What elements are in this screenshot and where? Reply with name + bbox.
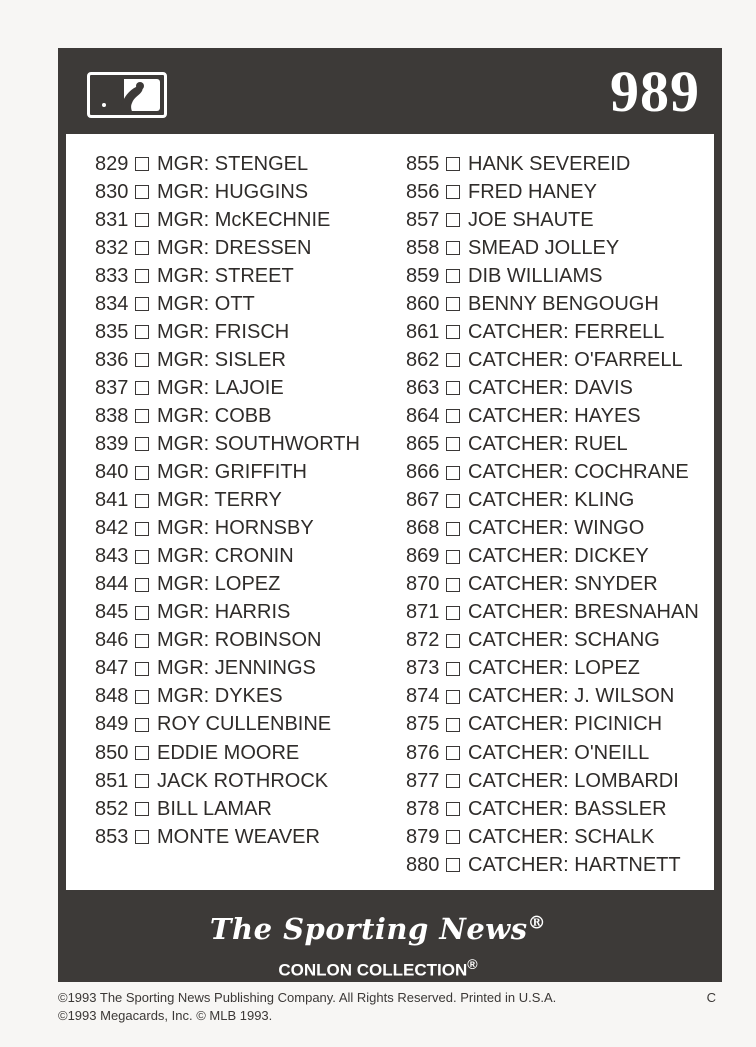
card-id: 833 — [95, 264, 129, 287]
checkbox-icon[interactable] — [446, 297, 460, 311]
card-id: 859 — [406, 264, 440, 287]
checklist-row — [95, 374, 360, 402]
checkbox-icon[interactable] — [446, 718, 460, 732]
card-id: 835 — [95, 320, 129, 343]
checkbox-icon[interactable] — [135, 830, 149, 844]
checkbox-icon[interactable] — [135, 466, 149, 480]
checklist-row — [95, 459, 360, 487]
card-id: 834 — [95, 292, 129, 315]
registered-mark: ® — [467, 956, 478, 972]
player-name: CATCHER: O'FARRELL — [468, 348, 683, 371]
card-id: 832 — [95, 236, 129, 259]
player-name: MGR: OTT — [157, 292, 255, 315]
card-id: 850 — [95, 741, 129, 764]
card-id: 867 — [406, 489, 440, 512]
checkbox-icon[interactable] — [135, 213, 149, 227]
collection-text: CONLON COLLECTION — [278, 960, 468, 980]
brand-text: The Sporting News — [209, 912, 528, 946]
checklist-row — [95, 290, 360, 318]
checklist-row — [95, 795, 360, 823]
checklist-row — [95, 739, 360, 767]
card-id: 844 — [95, 573, 129, 596]
card-id: 860 — [406, 292, 440, 315]
checklist-row — [95, 655, 360, 683]
checklist-row — [406, 627, 699, 655]
checkbox-icon[interactable] — [135, 381, 149, 395]
checklist-row — [406, 711, 699, 739]
checklist-row — [406, 683, 699, 711]
checklist-row — [406, 318, 699, 346]
checklist-row — [95, 402, 360, 430]
card-id: 876 — [406, 741, 440, 764]
checklist-row — [406, 290, 699, 318]
checklist-row — [95, 571, 360, 599]
player-name: HANK SEVEREID — [468, 152, 631, 175]
checkbox-icon[interactable] — [446, 325, 460, 339]
player-name: CATCHER: LOPEZ — [468, 657, 640, 680]
checklist-row — [406, 178, 699, 206]
card-id: 841 — [95, 489, 129, 512]
card-code: C — [706, 990, 716, 1005]
card-id: 829 — [95, 152, 129, 175]
card-id: 843 — [95, 545, 129, 568]
checkbox-icon[interactable] — [135, 550, 149, 564]
checkbox-icon[interactable] — [446, 578, 460, 592]
card-id: 880 — [406, 853, 440, 876]
checkbox-icon[interactable] — [135, 606, 149, 620]
player-name: CATCHER: RUEL — [468, 432, 628, 455]
player-name: CATCHER: HARTNETT — [468, 853, 681, 876]
checklist-row — [406, 795, 699, 823]
mlb-logo-icon — [87, 72, 167, 118]
player-name: MGR: HUGGINS — [157, 180, 309, 203]
card-number: 989 — [610, 59, 700, 124]
player-name: MGR: LOPEZ — [157, 573, 281, 596]
player-name: CATCHER: KLING — [468, 489, 635, 512]
player-name: MGR: LAJOIE — [157, 376, 284, 399]
checklist-row — [95, 515, 360, 543]
checkbox-icon[interactable] — [135, 325, 149, 339]
checklist-row — [406, 234, 699, 262]
card-id: 862 — [406, 348, 440, 371]
player-name: CATCHER: O'NEILL — [468, 741, 650, 764]
player-name: MONTE WEAVER — [157, 825, 320, 848]
player-name: CATCHER: FERRELL — [468, 320, 665, 343]
checkbox-icon[interactable] — [135, 437, 149, 451]
card-id: 866 — [406, 461, 440, 484]
player-name: CATCHER: SNYDER — [468, 573, 658, 596]
checkbox-icon[interactable] — [135, 157, 149, 171]
checklist-row — [406, 571, 699, 599]
card-id: 863 — [406, 376, 440, 399]
card-id: 851 — [95, 769, 129, 792]
checkbox-icon[interactable] — [135, 297, 149, 311]
checkbox-icon[interactable] — [135, 690, 149, 704]
card-id: 845 — [95, 601, 129, 624]
checkbox-icon[interactable] — [446, 213, 460, 227]
card-id: 848 — [95, 685, 129, 708]
checkbox-icon[interactable] — [446, 494, 460, 508]
card-id: 865 — [406, 432, 440, 455]
checkbox-icon[interactable] — [135, 802, 149, 816]
player-name: MGR: JENNINGS — [157, 657, 316, 680]
card-id: 861 — [406, 320, 440, 343]
checklist-right-column — [406, 150, 699, 879]
checklist-row — [95, 318, 360, 346]
checklist-row — [95, 711, 360, 739]
player-name: CATCHER: SCHALK — [468, 825, 655, 848]
player-name: MGR: TERRY — [157, 489, 282, 512]
card-id: 839 — [95, 432, 129, 455]
checkbox-icon[interactable] — [446, 802, 460, 816]
card-id: 837 — [95, 376, 129, 399]
player-name: CATCHER: COCHRANE — [468, 461, 689, 484]
checkbox-icon[interactable] — [446, 634, 460, 648]
card-id: 830 — [95, 180, 129, 203]
card-id: 868 — [406, 517, 440, 540]
card-id: 853 — [95, 825, 129, 848]
player-name: MGR: GRIFFITH — [157, 461, 307, 484]
player-name: MGR: STREET — [157, 264, 294, 287]
checklist-row — [406, 150, 699, 178]
player-name: CATCHER: DAVIS — [468, 376, 633, 399]
checklist-row — [95, 206, 360, 234]
checkbox-icon[interactable] — [446, 381, 460, 395]
checkbox-icon[interactable] — [135, 634, 149, 648]
copyright-line-2: ©1993 Megacards, Inc. © MLB 1993. — [58, 1008, 273, 1023]
player-name: CATCHER: PICINICH — [468, 713, 663, 736]
checklist-row — [406, 346, 699, 374]
card-id: 872 — [406, 629, 440, 652]
card-id: 875 — [406, 713, 440, 736]
player-name: MGR: CRONIN — [157, 545, 294, 568]
card-id: 847 — [95, 657, 129, 680]
checkbox-icon[interactable] — [446, 662, 460, 676]
checkbox-icon[interactable] — [446, 830, 460, 844]
checklist-row — [95, 627, 360, 655]
checklist-row — [95, 150, 360, 178]
checkbox-icon[interactable] — [135, 494, 149, 508]
checklist-row — [406, 487, 699, 515]
player-name: FRED HANEY — [468, 180, 597, 203]
checkbox-icon[interactable] — [446, 550, 460, 564]
player-name: CATCHER: LOMBARDI — [468, 769, 679, 792]
player-name: BILL LAMAR — [157, 797, 272, 820]
player-name: ROY CULLENBINE — [157, 713, 332, 736]
checklist-row — [406, 851, 699, 879]
card-id: 858 — [406, 236, 440, 259]
checklist-row — [95, 234, 360, 262]
checkbox-icon[interactable] — [446, 690, 460, 704]
checklist-row — [406, 262, 699, 290]
checkbox-icon[interactable] — [135, 353, 149, 367]
card-id: 871 — [406, 601, 440, 624]
player-name: CATCHER: BASSLER — [468, 797, 667, 820]
card-id: 874 — [406, 685, 440, 708]
player-name: MGR: SISLER — [157, 348, 286, 371]
checkbox-icon[interactable] — [446, 522, 460, 536]
checklist-row — [406, 206, 699, 234]
checkbox-icon[interactable] — [135, 241, 149, 255]
card-id: 856 — [406, 180, 440, 203]
player-name: CATCHER: HAYES — [468, 404, 641, 427]
registered-mark: ® — [527, 912, 547, 934]
checkbox-icon[interactable] — [446, 269, 460, 283]
player-name: MGR: DYKES — [157, 685, 283, 708]
player-name: JACK ROTHROCK — [157, 769, 329, 792]
card-id: 840 — [95, 461, 129, 484]
checkbox-icon[interactable] — [446, 353, 460, 367]
player-name: CATCHER: DICKEY — [468, 545, 649, 568]
card-id: 852 — [95, 797, 129, 820]
checklist-row — [406, 402, 699, 430]
card-id: 870 — [406, 573, 440, 596]
checkbox-icon[interactable] — [446, 185, 460, 199]
card-id: 864 — [406, 404, 440, 427]
sporting-news-logo — [0, 912, 756, 946]
checklist-row — [95, 599, 360, 627]
checkbox-icon[interactable] — [135, 409, 149, 423]
player-name: CATCHER: WINGO — [468, 517, 645, 540]
checklist-row — [95, 262, 360, 290]
player-name: MGR: FRISCH — [157, 320, 290, 343]
player-name: CATCHER: BRESNAHAN — [468, 601, 699, 624]
player-name: CATCHER: J. WILSON — [468, 685, 675, 708]
checkbox-icon[interactable] — [135, 662, 149, 676]
player-name: BENNY BENGOUGH — [468, 292, 659, 315]
card-id: 879 — [406, 825, 440, 848]
checklist-row — [95, 430, 360, 458]
player-name: MGR: STENGEL — [157, 152, 309, 175]
checklist-row — [95, 487, 360, 515]
card-id: 846 — [95, 629, 129, 652]
legal-text — [58, 989, 722, 1025]
checkbox-icon[interactable] — [446, 606, 460, 620]
card-id: 842 — [95, 517, 129, 540]
card-id: 849 — [95, 713, 129, 736]
player-name: JOE SHAUTE — [468, 208, 594, 231]
checkbox-icon[interactable] — [446, 157, 460, 171]
checkbox-icon[interactable] — [135, 746, 149, 760]
card-id: 831 — [95, 208, 129, 231]
checkbox-icon[interactable] — [135, 269, 149, 283]
checklist-row — [406, 459, 699, 487]
card-id: 877 — [406, 769, 440, 792]
checkbox-icon[interactable] — [446, 774, 460, 788]
card-id: 838 — [95, 404, 129, 427]
player-name: DIB WILLIAMS — [468, 264, 603, 287]
player-name: CATCHER: SCHANG — [468, 629, 660, 652]
card-id: 878 — [406, 797, 440, 820]
checklist-row — [406, 543, 699, 571]
checklist-row — [406, 430, 699, 458]
checkbox-icon[interactable] — [446, 409, 460, 423]
checklist-row — [406, 515, 699, 543]
checkbox-icon[interactable] — [135, 185, 149, 199]
checklist-row — [95, 823, 360, 851]
checklist-row — [95, 346, 360, 374]
checklist-row — [406, 374, 699, 402]
player-name: MGR: DRESSEN — [157, 236, 312, 259]
checklist-row — [406, 599, 699, 627]
checklist-row — [95, 767, 360, 795]
checklist-row — [95, 683, 360, 711]
card-id: 857 — [406, 208, 440, 231]
checkbox-icon[interactable] — [135, 522, 149, 536]
player-name: MGR: SOUTHWORTH — [157, 432, 360, 455]
copyright-line-1: ©1993 The Sporting News Publishing Company. All Rights Reserved. Printed in U.S.A. — [58, 990, 557, 1005]
checkbox-icon[interactable] — [135, 718, 149, 732]
checklist-row — [406, 823, 699, 851]
checkbox-icon[interactable] — [135, 774, 149, 788]
checklist-row — [406, 655, 699, 683]
player-name: MGR: COBB — [157, 404, 272, 427]
player-name: SMEAD JOLLEY — [468, 236, 620, 259]
card-id: 855 — [406, 152, 440, 175]
player-name: MGR: McKECHNIE — [157, 208, 331, 231]
player-name: MGR: HARRIS — [157, 601, 291, 624]
checkbox-icon[interactable] — [446, 858, 460, 872]
card-id: 869 — [406, 545, 440, 568]
checkbox-icon[interactable] — [135, 578, 149, 592]
checklist-row — [95, 543, 360, 571]
checklist-row — [95, 178, 360, 206]
checkbox-icon[interactable] — [446, 241, 460, 255]
card-id: 836 — [95, 348, 129, 371]
checkbox-icon[interactable] — [446, 746, 460, 760]
player-name: MGR: HORNSBY — [157, 517, 314, 540]
checkbox-icon[interactable] — [446, 466, 460, 480]
player-name: EDDIE MOORE — [157, 741, 300, 764]
collection-title — [0, 956, 756, 981]
checkbox-icon[interactable] — [446, 437, 460, 451]
checklist-row — [406, 767, 699, 795]
card-id: 873 — [406, 657, 440, 680]
checklist-left-column — [95, 150, 360, 851]
checklist-row — [406, 739, 699, 767]
player-name: MGR: ROBINSON — [157, 629, 322, 652]
